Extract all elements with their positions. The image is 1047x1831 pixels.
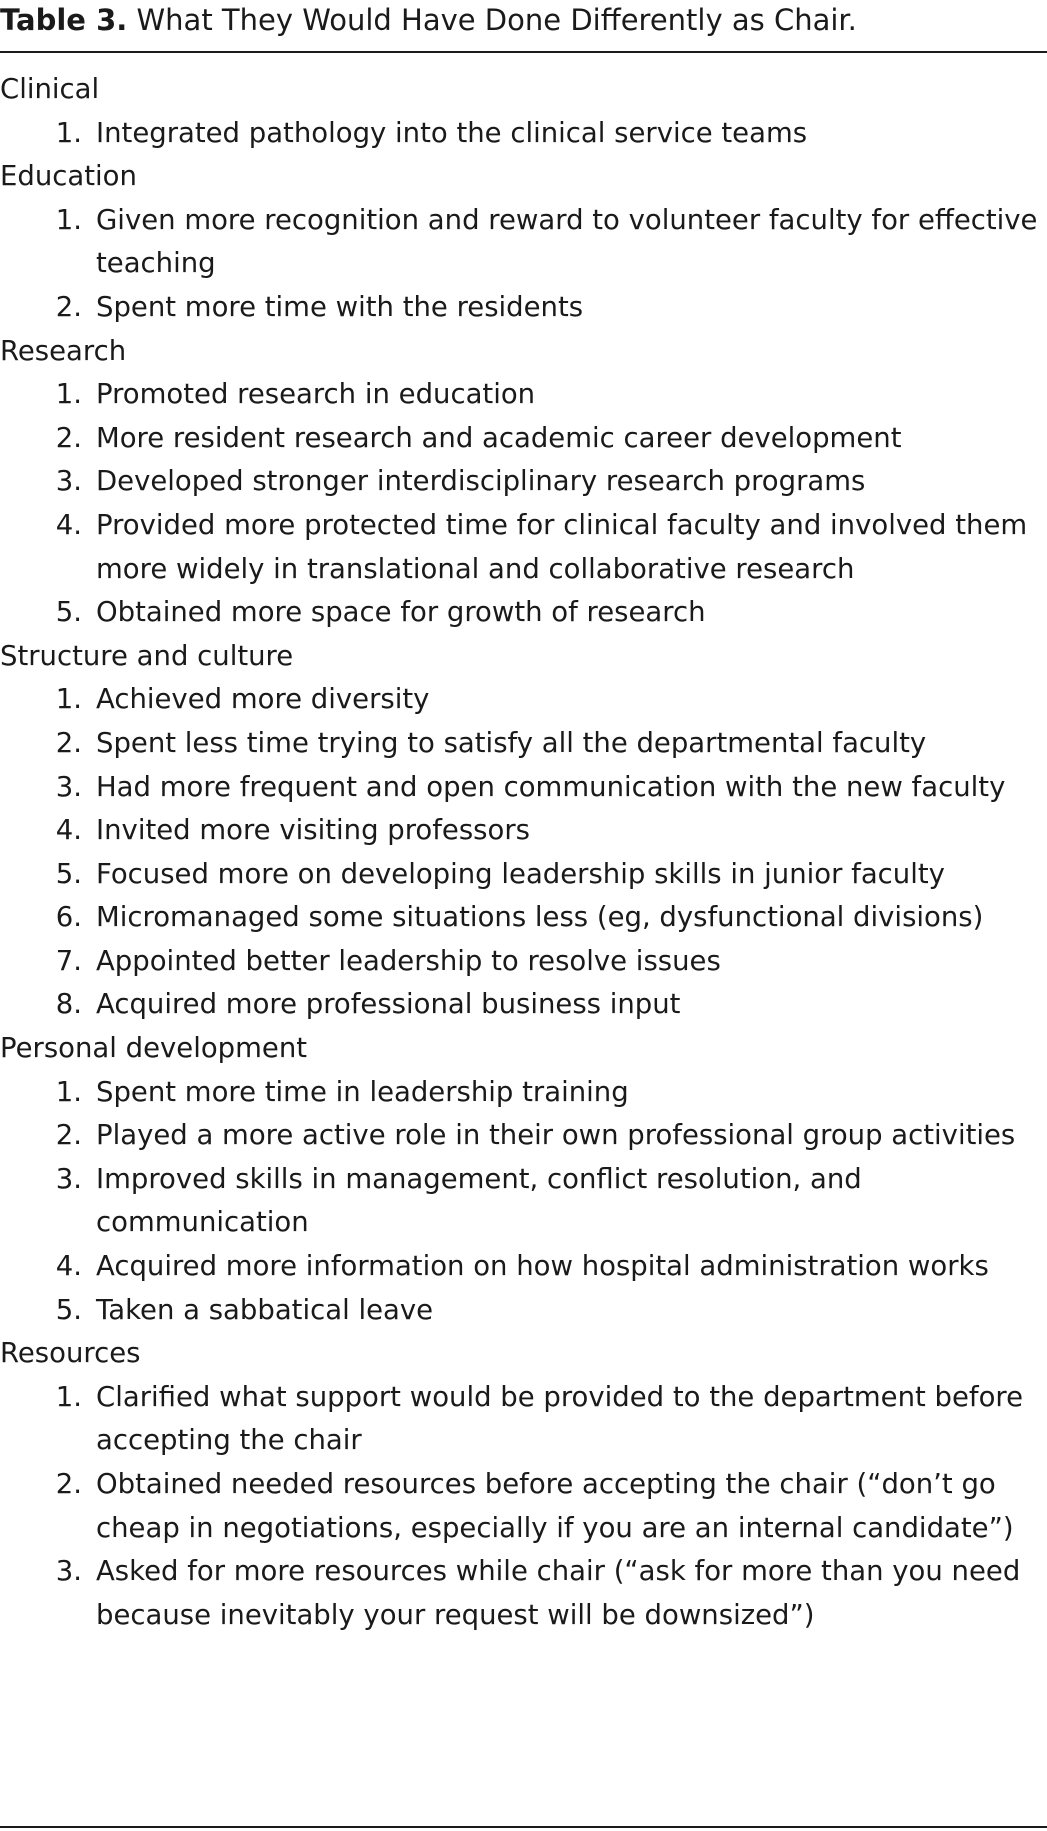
item-text: Promoted research in education: [96, 378, 536, 411]
item-text: Played a more active role in their own professional group activities: [96, 1119, 1016, 1152]
item-number: 1.: [55, 203, 82, 236]
section: [0, 1332, 1047, 1637]
list-item: [0, 940, 1047, 984]
item-number: 1.: [55, 683, 82, 716]
section: [0, 330, 1047, 635]
item-number: 1.: [55, 1380, 82, 1413]
bottom-rule: [0, 1826, 1047, 1828]
item-number: 3.: [55, 1555, 82, 1588]
section-heading: Structure and culture: [0, 639, 294, 672]
item-number: 2.: [55, 726, 82, 759]
item-text: Invited more visiting professors: [96, 814, 530, 847]
list-item: [0, 417, 1047, 461]
item-number: 2.: [55, 1468, 82, 1500]
item-text: Obtained more space for growth of research: [96, 596, 706, 629]
section-item-list: [0, 678, 1047, 1027]
item-number: 5.: [55, 1293, 82, 1326]
item-text: Spent more time in leadership training: [96, 1075, 629, 1108]
list-item: [0, 591, 1047, 635]
item-number: 6.: [55, 901, 82, 934]
section-item-list: [0, 199, 1047, 330]
item-number: 3.: [55, 465, 82, 498]
item-number: 4.: [55, 814, 82, 847]
section-item-list: [0, 1071, 1047, 1333]
list-item: [0, 678, 1047, 722]
item-text: Had more frequent and open communication with the new faculty: [96, 770, 1006, 803]
section-item-list: [0, 112, 1047, 156]
item-text: Clarified what support would be provided to the department before accepting the chair: [96, 1380, 1024, 1457]
item-text: Improved skills in management, conflict resolution, and communication: [96, 1162, 862, 1239]
item-number: 7.: [55, 944, 82, 977]
section: [0, 68, 1047, 155]
list-item: [0, 1071, 1047, 1115]
item-number: 4.: [55, 1250, 82, 1283]
section-item-list: [0, 373, 1047, 635]
section-item-list: [0, 1376, 1047, 1638]
item-text: Taken a sabbatical leave: [96, 1293, 434, 1326]
item-text: Spent more time with the residents: [96, 290, 584, 323]
item-text: Micromanaged some situations less (eg, dysfunctional divisions): [96, 901, 984, 934]
list-item: [0, 722, 1047, 766]
item-number: 2.: [55, 421, 82, 454]
section-heading: Education: [0, 160, 137, 193]
table-body: [0, 68, 1047, 1637]
item-text: Provided more protected time for clinical faculty and involved them more widely in translational and collaborative research: [96, 508, 1028, 585]
list-item: [0, 1245, 1047, 1289]
item-number: 2.: [55, 290, 82, 323]
item-number: 8.: [55, 988, 82, 1021]
list-item: [0, 1114, 1047, 1158]
item-text: Integrated pathology into the clinical service teams: [96, 116, 808, 149]
list-item: [0, 853, 1047, 897]
list-item: [0, 983, 1047, 1027]
section: [0, 635, 1047, 1027]
list-item: [0, 286, 1047, 330]
item-number: 3.: [55, 1162, 82, 1195]
section: [0, 155, 1047, 329]
table-caption: [0, 2, 857, 38]
list-item: [0, 199, 1047, 286]
item-number: 5.: [55, 596, 82, 629]
list-item: [0, 1376, 1047, 1463]
list-item: [0, 460, 1047, 504]
list-item: [0, 896, 1047, 940]
item-number: 2.: [55, 1119, 82, 1152]
list-item: [0, 1158, 1047, 1245]
list-item: [0, 112, 1047, 156]
item-text: Focused more on developing leadership skills in junior faculty: [96, 857, 945, 890]
section-heading: Personal development: [0, 1032, 308, 1065]
table-title: What They Would Have Done Differently as Chair.: [136, 3, 857, 37]
item-text: Achieved more diversity: [96, 683, 430, 716]
item-text: Acquired more information on how hospital administration works: [96, 1250, 989, 1283]
item-number: 5.: [55, 857, 82, 890]
top-rule: [0, 51, 1047, 53]
item-number: 4.: [55, 508, 82, 541]
section-heading: Clinical: [0, 73, 100, 105]
list-item: [0, 373, 1047, 417]
list-item: [0, 1463, 1047, 1550]
item-text: Spent less time trying to satisfy all the departmental faculty: [96, 726, 927, 759]
list-item: [0, 766, 1047, 810]
item-number: 1.: [55, 116, 82, 149]
section-heading: Resources: [0, 1337, 141, 1370]
item-text: Developed stronger interdisciplinary research programs: [96, 465, 866, 498]
list-item: [0, 504, 1047, 591]
list-item: [0, 1289, 1047, 1333]
section-heading: Research: [0, 334, 127, 367]
item-text: More resident research and academic career development: [96, 421, 902, 454]
item-text: Obtained needed resources before accepting the chair (“don’t go cheap in negotiations, especially if you are an internal candidate”): [96, 1468, 1014, 1544]
section: [0, 1027, 1047, 1332]
item-text: Asked for more resources while chair (“ask for more than you need because inevitably your request will be downsized”): [96, 1555, 1021, 1631]
item-number: 3.: [55, 770, 82, 803]
list-item: [0, 809, 1047, 853]
list-item: [0, 1550, 1047, 1637]
table-label: Table 3.: [0, 3, 128, 37]
item-text: Appointed better leadership to resolve issues: [96, 944, 721, 977]
item-number: 1.: [55, 378, 82, 411]
item-text: Acquired more professional business input: [96, 988, 681, 1021]
item-text: Given more recognition and reward to volunteer faculty for effective teaching: [96, 203, 1038, 280]
item-number: 1.: [55, 1075, 82, 1108]
